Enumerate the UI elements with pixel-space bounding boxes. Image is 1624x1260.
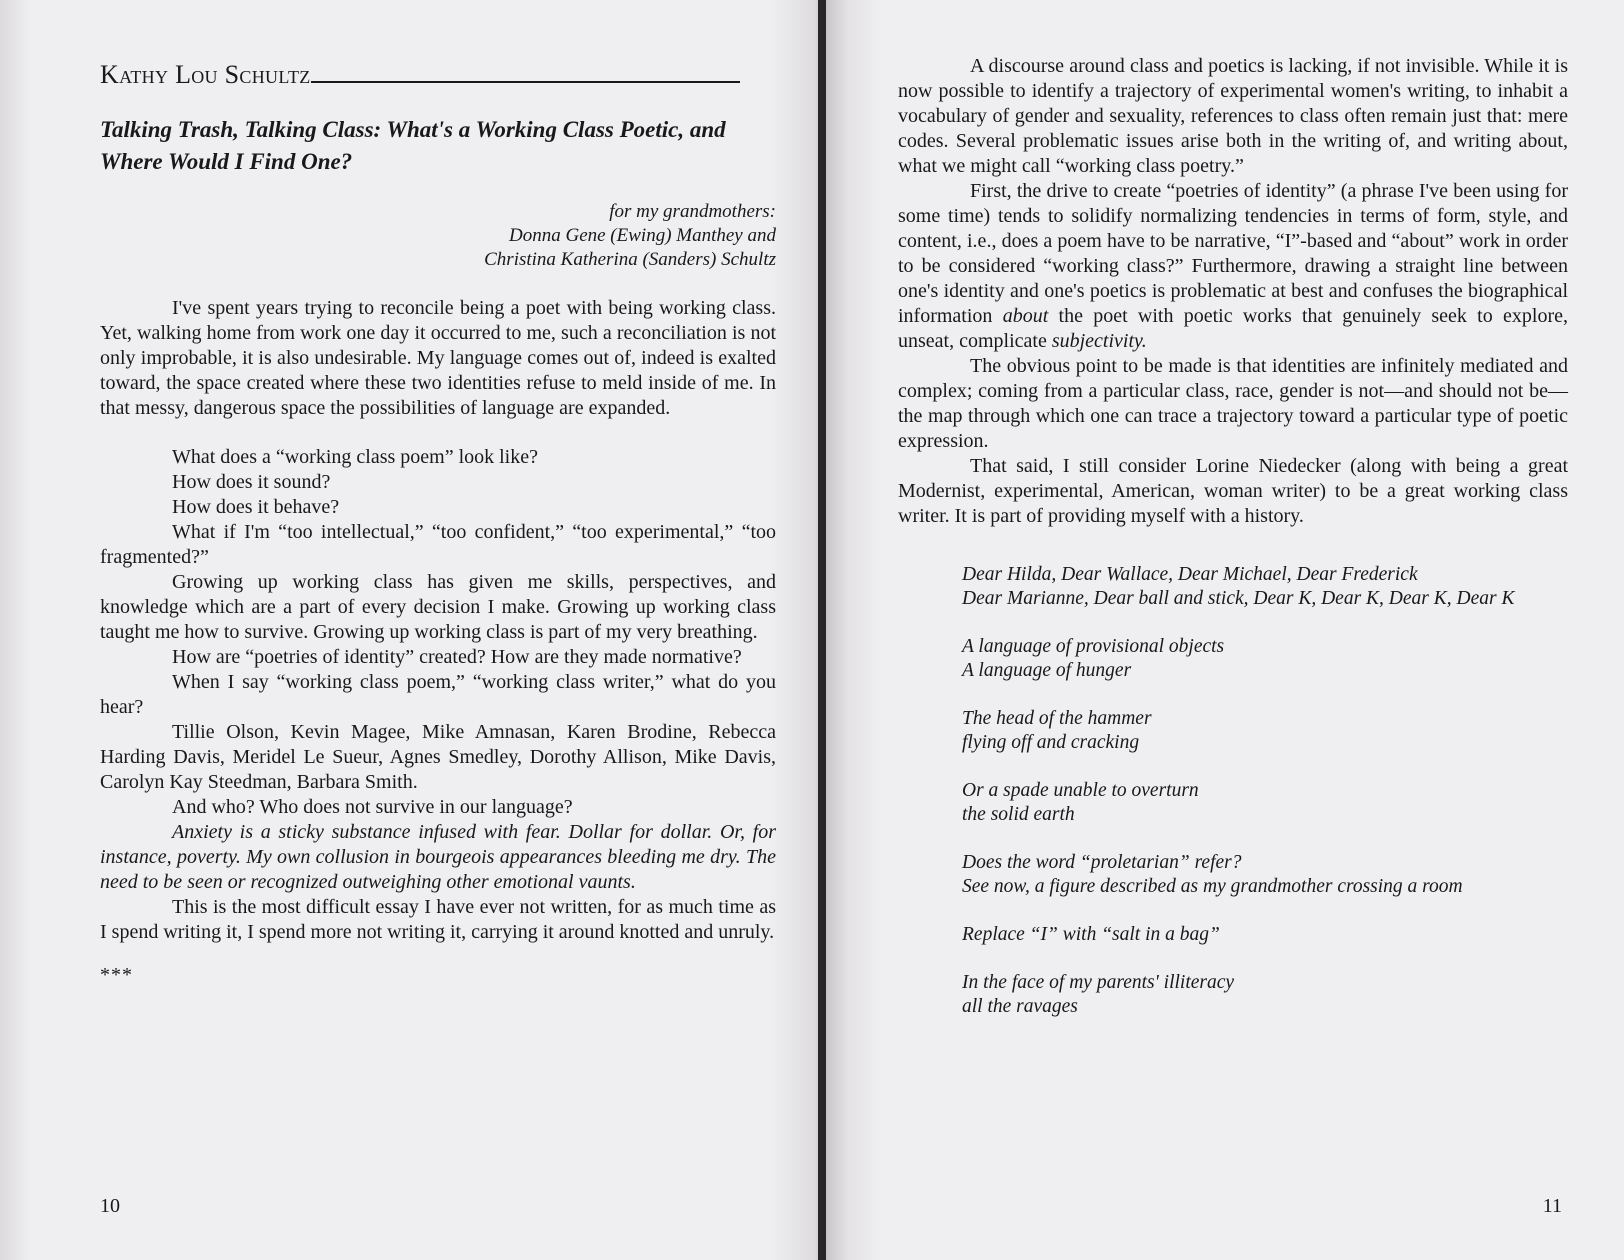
poem-line: Dear Marianne, Dear ball and stick, Dear K, Dear K, Dear K, Dear K: [962, 588, 1515, 609]
paragraph-who: And who? Who does not survive in our language?: [172, 796, 573, 818]
question-line: What if I'm “too intellectual,” “too confident,” “too experimental,” “too fragmented?”: [100, 521, 776, 568]
paragraph-intro: I've spent years trying to reconcile being a poet with being working class. Yet, walking home from work one day it occurred to me, such a reconciliation is not only improbable, it is also undesirable. My language comes out of, indeed is exalted toward, the space created where these two identities refuse to meld inside of me. In that messy, dangerous space the possibilities of language are expanded.: [100, 297, 776, 419]
section-separator: ***: [100, 964, 133, 986]
page-number: 10: [100, 1195, 120, 1217]
right-body: [898, 54, 1568, 529]
emphasis-subjectivity: subjectivity.: [1051, 330, 1147, 352]
author-rule: [311, 81, 740, 83]
poem-stanza: [962, 779, 1582, 827]
left-body: [100, 296, 776, 988]
paragraph-first-text: First, the drive to create “poetries of identity” (a phrase I've been using for some time) tends to solidify normalizing tendencies in terms of form, style, and content, i.e., does a poem have to be narrative, “I”-based and “about” work in order to be considered “working class?” Furthermore, drawing a straight line between one's identity and one's poetics is problematic at best and confuses the biographical information: [898, 180, 1568, 327]
poem-line: In the face of my parents' illiteracy: [962, 972, 1235, 993]
poem: [898, 563, 1582, 1019]
right-page: [826, 0, 1624, 1260]
emphasis-about: about: [1002, 305, 1049, 327]
essay-title: Talking Trash, Talking Class: What's a Working Class Poetic, and Where Would I Find One?: [100, 117, 726, 174]
poem-line: Does the word “proletarian” refer?: [962, 852, 1242, 873]
poem-line: flying off and cracking: [962, 732, 1140, 753]
poem-stanza: [962, 923, 1582, 947]
paragraph-niedecker: That said, I still consider Lorine Niedecker (along with being a great Modernist, experimental, American, woman writer) to be a great working class writer. It is part of providing myself with a history.: [898, 455, 1568, 527]
author-name: Kathy Lou Schultz: [100, 60, 311, 89]
dedication: [100, 200, 776, 272]
poem-line: The head of the hammer: [962, 708, 1152, 729]
paragraph-anxiety: Anxiety is a sticky substance infused with fear. Dollar for dollar. Or, for instance, poverty. My own collusion in bourgeois appearances bleeding me dry. The need to be seen or recognized outweighing other emotional vaunts.: [100, 821, 776, 893]
dedication-line: Donna Gene (Ewing) Manthey and: [509, 225, 776, 246]
questions-block: [100, 445, 776, 570]
poem-line: See now, a figure described as my grandmother crossing a room: [962, 876, 1463, 897]
dedication-line: Christina Katherina (Sanders) Schultz: [484, 249, 776, 270]
paragraph-discourse: A discourse around class and poetics is lacking, if not invisible. While it is now possible to identify a trajectory of experimental women's writing, to inhabit a vocabulary of gender and sexuality, references to class often remain just that: mere codes. Several problematic issues arise both in the writing of, and writing about, what we might call “working class poetry.”: [898, 55, 1568, 177]
paragraph-when: When I say “working class poem,” “working class writer,” what do you hear?: [100, 671, 776, 718]
paragraph-poetries: How are “poetries of identity” created? How are they made normative?: [172, 646, 742, 668]
paragraph-names: Tillie Olson, Kevin Magee, Mike Amnasan, Karen Brodine, Rebecca Harding Davis, Meridel Le Sueur, Agnes Smedley, Dorothy Allison, Mike Davis, Carolyn Kay Steedman, Barbara Smith.: [100, 721, 776, 793]
poem-stanza: [962, 971, 1582, 1019]
question-line: How does it behave?: [172, 496, 340, 518]
author-line: [100, 60, 740, 90]
poem-line: A language of hunger: [962, 660, 1132, 681]
poem-line: Dear Hilda, Dear Wallace, Dear Michael, Dear Frederick: [962, 564, 1418, 585]
paragraph-difficult: This is the most difficult essay I have ever not written, for as much time as I spend writing it, I spend more not writing it, carrying it around knotted and unruly.: [100, 896, 776, 943]
dedication-line: for my grandmothers:: [609, 201, 776, 222]
poem-line: Or a spade unable to overturn: [962, 780, 1199, 801]
poem-line: A language of provisional objects: [962, 636, 1225, 657]
poem-line: the solid earth: [962, 804, 1075, 825]
page-number: 11: [1542, 1195, 1562, 1217]
poem-line: all the ravages: [962, 996, 1078, 1017]
poem-stanza: [962, 563, 1582, 611]
poem-stanza: [962, 707, 1582, 755]
poem-line: Replace “I” with “salt in a bag”: [962, 924, 1220, 945]
paragraph-first-text-cont: the poet with poetic works that genuinely seek to explore, unseat, complicate: [898, 305, 1568, 352]
paragraph-obvious: The obvious point to be made is that identities are infinitely mediated and complex; coming from a particular class, race, gender is not—and should not be—the map through which one can trace a trajectory toward a particular type of poetic expression.: [898, 355, 1568, 452]
question-line: How does it sound?: [172, 471, 331, 493]
paragraph-growing: Growing up working class has given me skills, perspectives, and knowledge which are a part of every decision I make. Growing up working class taught me how to survive. Growing up working class is part of my very breathing.: [100, 571, 776, 643]
question-line: What does a “working class poem” look like?: [172, 446, 538, 468]
poem-stanza: [962, 851, 1582, 899]
paragraph-first: [898, 179, 1568, 354]
poem-stanza: [962, 635, 1582, 683]
